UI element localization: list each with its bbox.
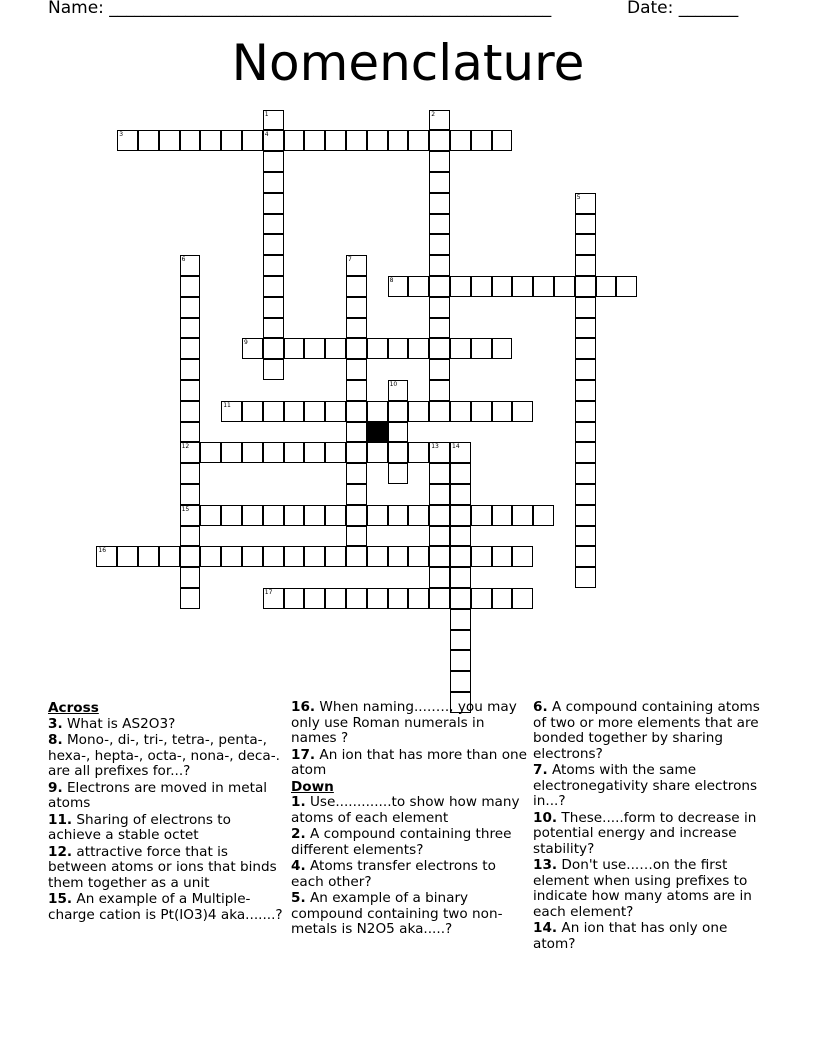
grid-cell[interactable]	[429, 484, 450, 505]
grid-cell[interactable]	[180, 463, 201, 484]
down-heading: Down	[291, 778, 334, 795]
grid-cell[interactable]	[304, 588, 325, 609]
grid-cell[interactable]	[346, 338, 367, 359]
grid-cell[interactable]	[263, 588, 284, 609]
grid-cell[interactable]	[263, 130, 284, 151]
grid-cell[interactable]	[450, 463, 471, 484]
grid-cell[interactable]	[346, 255, 367, 276]
grid-cell[interactable]	[263, 297, 284, 318]
grid-cell[interactable]	[429, 442, 450, 463]
grid-cell[interactable]	[367, 588, 388, 609]
grid-cell[interactable]	[180, 297, 201, 318]
grid-cell[interactable]	[346, 380, 367, 401]
clue-number: 5	[576, 193, 581, 201]
grid-cell[interactable]	[284, 401, 305, 422]
grid-cell[interactable]	[388, 588, 409, 609]
grid-cell[interactable]	[450, 650, 471, 671]
grid-cell[interactable]	[533, 276, 554, 297]
grid-cell[interactable]	[180, 130, 201, 151]
grid-cell[interactable]	[575, 484, 596, 505]
grid-cell[interactable]	[304, 442, 325, 463]
grid-cell[interactable]	[263, 255, 284, 276]
grid-cell[interactable]	[450, 442, 471, 463]
grid-cell[interactable]	[471, 401, 492, 422]
grid-cell[interactable]	[616, 276, 637, 297]
grid-cell[interactable]	[575, 255, 596, 276]
grid-cell[interactable]	[388, 422, 409, 443]
grid-cell[interactable]	[388, 338, 409, 359]
grid-cell[interactable]	[554, 276, 575, 297]
grid-cell[interactable]	[429, 401, 450, 422]
grid-cell[interactable]	[346, 546, 367, 567]
grid-cell[interactable]	[221, 505, 242, 526]
grid-cell[interactable]	[180, 567, 201, 588]
grid-cell[interactable]	[575, 546, 596, 567]
grid-cell[interactable]	[263, 359, 284, 380]
clue-number: 13	[431, 443, 439, 451]
grid-cell[interactable]	[575, 297, 596, 318]
clue-down-13: 13. Don't use...…on the first element when using prefixes to indicate how many atoms are in each element?	[533, 857, 752, 920]
grid-cell[interactable]	[180, 255, 201, 276]
grid-cell[interactable]	[325, 401, 346, 422]
grid-cell[interactable]	[325, 505, 346, 526]
clue-number: 1	[264, 110, 269, 118]
grid-cell[interactable]	[575, 567, 596, 588]
grid-cell[interactable]	[596, 276, 617, 297]
grid-cell[interactable]	[117, 130, 138, 151]
grid-cell[interactable]	[242, 442, 263, 463]
clue-number: 17	[264, 589, 273, 596]
grid-cell[interactable]	[200, 442, 221, 463]
grid-cell[interactable]	[450, 338, 471, 359]
grid-cell[interactable]	[429, 546, 450, 567]
grid-cell[interactable]	[284, 588, 305, 609]
grid-cell[interactable]	[492, 505, 513, 526]
clue-across-8: 8. Mono-, di-, tri-, tetra-, penta-, hexa-, hepta-, octa-, nona-, deca-. are all prefixes for...?	[48, 732, 280, 779]
clue-across-15: 15. An example of a Multiple-charge cation is Pt(IO3)4 aka.......?	[48, 891, 283, 923]
clue-down-6: 6. A compound containing atoms of two or more elements that are bonded together by sharing electrons?	[533, 699, 760, 762]
blocked-cell	[367, 422, 388, 443]
grid-cell[interactable]	[346, 401, 367, 422]
grid-cell[interactable]	[304, 130, 325, 151]
grid-cell[interactable]	[575, 380, 596, 401]
grid-cell[interactable]	[200, 546, 221, 567]
clue-number: 3	[119, 131, 124, 139]
grid-cell[interactable]	[429, 505, 450, 526]
grid-cell[interactable]	[138, 546, 159, 567]
grid-cell[interactable]	[429, 297, 450, 318]
clue-down-2: 2. A compound containing three different elements?	[291, 826, 512, 858]
grid-cell[interactable]	[575, 193, 596, 214]
grid-cell[interactable]	[575, 422, 596, 443]
grid-cell[interactable]	[263, 276, 284, 297]
grid-cell[interactable]	[471, 338, 492, 359]
grid-cell[interactable]	[346, 442, 367, 463]
grid-cell[interactable]	[180, 442, 201, 463]
grid-cell[interactable]	[346, 588, 367, 609]
clue-down-5: 5. An example of a binary compound containing two non-metals is N2O5 aka.....?	[291, 890, 503, 937]
grid-cell[interactable]	[325, 338, 346, 359]
grid-cell[interactable]	[367, 442, 388, 463]
grid-cell[interactable]	[429, 172, 450, 193]
clue-across-12: 12. attractive force that is between atoms or ions that binds them together as a unit	[48, 843, 277, 891]
grid-cell[interactable]	[429, 463, 450, 484]
grid-cell[interactable]	[512, 546, 533, 567]
clue-down-14: 14. An ion that has only one atom?	[533, 920, 728, 952]
grid-cell[interactable]	[450, 401, 471, 422]
clue-number: 8	[389, 277, 394, 284]
grid-cell[interactable]	[429, 588, 450, 609]
clue-across-16: 16. When naming....…., you may only use Roman numerals in names ?	[291, 699, 517, 746]
clue-across-9: 9. Electrons are moved in metal atoms	[48, 779, 268, 811]
grid-cell[interactable]	[138, 130, 159, 151]
clue-down-4: 4. Atoms transfer electrons to each other?	[291, 858, 496, 890]
grid-cell[interactable]	[388, 130, 409, 151]
grid-cell[interactable]	[492, 588, 513, 609]
grid-cell[interactable]	[284, 338, 305, 359]
grid-cell[interactable]	[408, 338, 429, 359]
grid-cell[interactable]	[367, 546, 388, 567]
grid-cell[interactable]	[346, 276, 367, 297]
grid-cell[interactable]	[263, 151, 284, 172]
grid-cell[interactable]	[346, 422, 367, 443]
grid-cell[interactable]	[450, 505, 471, 526]
grid-cell[interactable]	[180, 422, 201, 443]
grid-cell[interactable]	[450, 484, 471, 505]
grid-cell[interactable]	[242, 401, 263, 422]
clue-column-2	[291, 700, 531, 939]
grid-cell[interactable]	[575, 338, 596, 359]
grid-cell[interactable]	[346, 484, 367, 505]
grid-cell[interactable]	[180, 276, 201, 297]
grid-cell[interactable]	[263, 214, 284, 235]
grid-cell[interactable]	[429, 130, 450, 151]
grid-cell[interactable]	[346, 463, 367, 484]
grid-cell[interactable]	[471, 505, 492, 526]
clue-number: 16	[98, 547, 107, 555]
grid-cell[interactable]	[284, 130, 305, 151]
grid-cell[interactable]	[325, 546, 346, 567]
grid-cell[interactable]	[512, 505, 533, 526]
clue-down-10: 10. These.....form to decrease in potential energy and increase stability?	[533, 809, 757, 857]
grid-cell[interactable]	[429, 338, 450, 359]
grid-cell[interactable]	[471, 130, 492, 151]
grid-cell[interactable]	[263, 234, 284, 255]
grid-cell[interactable]	[492, 401, 513, 422]
grid-cell[interactable]	[346, 318, 367, 339]
grid-cell[interactable]	[450, 609, 471, 630]
clue-across-3: 3. What is AS2O3?	[48, 715, 176, 732]
grid-cell[interactable]	[575, 359, 596, 380]
grid-cell[interactable]	[450, 567, 471, 588]
grid-cell[interactable]	[388, 276, 409, 297]
grid-cell[interactable]	[575, 505, 596, 526]
grid-cell[interactable]	[492, 546, 513, 567]
clue-number: 14	[452, 443, 460, 451]
grid-cell[interactable]	[180, 546, 201, 567]
grid-cell[interactable]	[304, 338, 325, 359]
grid-cell[interactable]	[533, 505, 554, 526]
grid-cell[interactable]	[346, 526, 367, 547]
grid-cell[interactable]	[450, 630, 471, 651]
grid-cell[interactable]	[429, 380, 450, 401]
grid-cell[interactable]	[575, 318, 596, 339]
clue-number: 11	[223, 401, 231, 409]
grid-cell[interactable]	[180, 588, 201, 609]
clue-number: 7	[348, 256, 352, 264]
grid-cell[interactable]	[408, 401, 429, 422]
grid-cell[interactable]	[450, 588, 471, 609]
grid-cell[interactable]	[408, 546, 429, 567]
grid-cell[interactable]	[325, 442, 346, 463]
grid-cell[interactable]	[429, 359, 450, 380]
grid-cell[interactable]	[242, 546, 263, 567]
grid-cell[interactable]	[325, 588, 346, 609]
grid-cell[interactable]	[180, 484, 201, 505]
grid-cell[interactable]	[429, 567, 450, 588]
grid-cell[interactable]	[200, 505, 221, 526]
grid-cell[interactable]	[388, 505, 409, 526]
grid-cell[interactable]	[325, 130, 346, 151]
grid-cell[interactable]	[492, 338, 513, 359]
grid-cell[interactable]	[263, 193, 284, 214]
grid-cell[interactable]	[242, 505, 263, 526]
grid-cell[interactable]	[367, 505, 388, 526]
grid-cell[interactable]	[408, 130, 429, 151]
grid-cell[interactable]	[263, 505, 284, 526]
grid-cell[interactable]	[388, 463, 409, 484]
grid-cell[interactable]	[117, 546, 138, 567]
grid-cell[interactable]	[429, 276, 450, 297]
grid-cell[interactable]	[180, 359, 201, 380]
grid-cell[interactable]	[429, 255, 450, 276]
grid-cell[interactable]	[429, 234, 450, 255]
grid-cell[interactable]	[471, 546, 492, 567]
grid-cell[interactable]	[575, 234, 596, 255]
grid-cell[interactable]	[159, 130, 180, 151]
grid-cell[interactable]	[180, 526, 201, 547]
clue-number: 10	[389, 381, 398, 388]
grid-cell[interactable]	[429, 110, 450, 131]
grid-cell[interactable]	[429, 193, 450, 214]
clue-number: 15	[181, 505, 190, 513]
grid-cell[interactable]	[304, 546, 325, 567]
grid-cell[interactable]	[284, 546, 305, 567]
grid-cell[interactable]	[263, 172, 284, 193]
grid-cell[interactable]	[304, 505, 325, 526]
grid-cell[interactable]	[263, 401, 284, 422]
grid-cell[interactable]	[221, 442, 242, 463]
grid-cell[interactable]	[388, 380, 409, 401]
grid-cell[interactable]	[367, 401, 388, 422]
clue-number: 6	[181, 256, 186, 264]
grid-cell[interactable]	[512, 401, 533, 422]
grid-cell[interactable]	[180, 318, 201, 339]
grid-cell[interactable]	[346, 505, 367, 526]
grid-cell[interactable]	[221, 401, 242, 422]
grid-cell[interactable]	[575, 463, 596, 484]
grid-cell[interactable]	[408, 588, 429, 609]
grid-cell[interactable]	[367, 338, 388, 359]
grid-cell[interactable]	[200, 130, 221, 151]
grid-cell[interactable]	[429, 318, 450, 339]
grid-cell[interactable]	[367, 130, 388, 151]
grid-cell[interactable]	[575, 401, 596, 422]
across-heading: Across	[48, 700, 99, 716]
grid-cell[interactable]	[450, 526, 471, 547]
grid-cell[interactable]	[471, 276, 492, 297]
grid-cell[interactable]	[512, 588, 533, 609]
grid-cell[interactable]	[221, 130, 242, 151]
grid-cell[interactable]	[471, 588, 492, 609]
grid-cell[interactable]	[180, 505, 201, 526]
grid-cell[interactable]	[429, 151, 450, 172]
clue-number: 2	[431, 110, 436, 118]
grid-cell[interactable]	[159, 546, 180, 567]
grid-cell[interactable]	[180, 401, 201, 422]
clue-number: 12	[181, 443, 190, 451]
grid-cell[interactable]	[429, 214, 450, 235]
clue-number: 4	[264, 131, 269, 139]
clue-number: 9	[244, 339, 248, 347]
grid-cell[interactable]	[429, 526, 450, 547]
grid-cell[interactable]	[492, 130, 513, 151]
grid-cell[interactable]	[263, 318, 284, 339]
clue-down-7: 7. Atoms with the same electronegativity share electrons in...?	[533, 762, 758, 809]
grid-cell[interactable]	[575, 526, 596, 547]
grid-cell[interactable]	[346, 297, 367, 318]
grid-cell[interactable]	[512, 276, 533, 297]
grid-cell[interactable]	[575, 214, 596, 235]
grid-cell[interactable]	[408, 505, 429, 526]
grid-cell[interactable]	[284, 505, 305, 526]
grid-cell[interactable]	[346, 130, 367, 151]
grid-cell[interactable]	[450, 671, 471, 692]
grid-cell[interactable]	[304, 401, 325, 422]
clue-across-11: 11. Sharing of electrons to achieve a stable octet	[48, 811, 231, 843]
grid-cell[interactable]	[388, 442, 409, 463]
grid-cell[interactable]	[263, 442, 284, 463]
grid-cell[interactable]	[242, 338, 263, 359]
grid-cell[interactable]	[263, 546, 284, 567]
grid-cell[interactable]	[263, 338, 284, 359]
clue-down-1: 1. Use.............to show how many atoms of each element	[291, 794, 520, 826]
date-field[interactable]: Date: _______	[627, 0, 739, 18]
grid-cell[interactable]	[180, 380, 201, 401]
clue-across-17: 17. An ion that has more than one atom	[291, 746, 528, 778]
page-title: Nomenclature	[231, 34, 585, 92]
grid-cell[interactable]	[492, 276, 513, 297]
grid-cell[interactable]	[575, 442, 596, 463]
grid-cell[interactable]	[388, 401, 409, 422]
grid-cell[interactable]	[221, 546, 242, 567]
grid-cell[interactable]	[284, 442, 305, 463]
grid-cell[interactable]	[263, 110, 284, 131]
grid-cell[interactable]	[408, 276, 429, 297]
grid-cell[interactable]	[450, 276, 471, 297]
grid-cell[interactable]	[388, 546, 409, 567]
grid-cell[interactable]	[450, 130, 471, 151]
grid-cell[interactable]	[575, 276, 596, 297]
grid-cell[interactable]	[242, 130, 263, 151]
grid-cell[interactable]	[450, 546, 471, 567]
name-field[interactable]: Name: ____________________________________________________	[48, 0, 552, 18]
grid-cell[interactable]	[346, 359, 367, 380]
grid-cell[interactable]	[180, 338, 201, 359]
clue-column-1	[48, 700, 288, 924]
grid-cell[interactable]	[96, 546, 117, 567]
clue-column-3	[533, 700, 773, 953]
grid-cell[interactable]	[408, 442, 429, 463]
